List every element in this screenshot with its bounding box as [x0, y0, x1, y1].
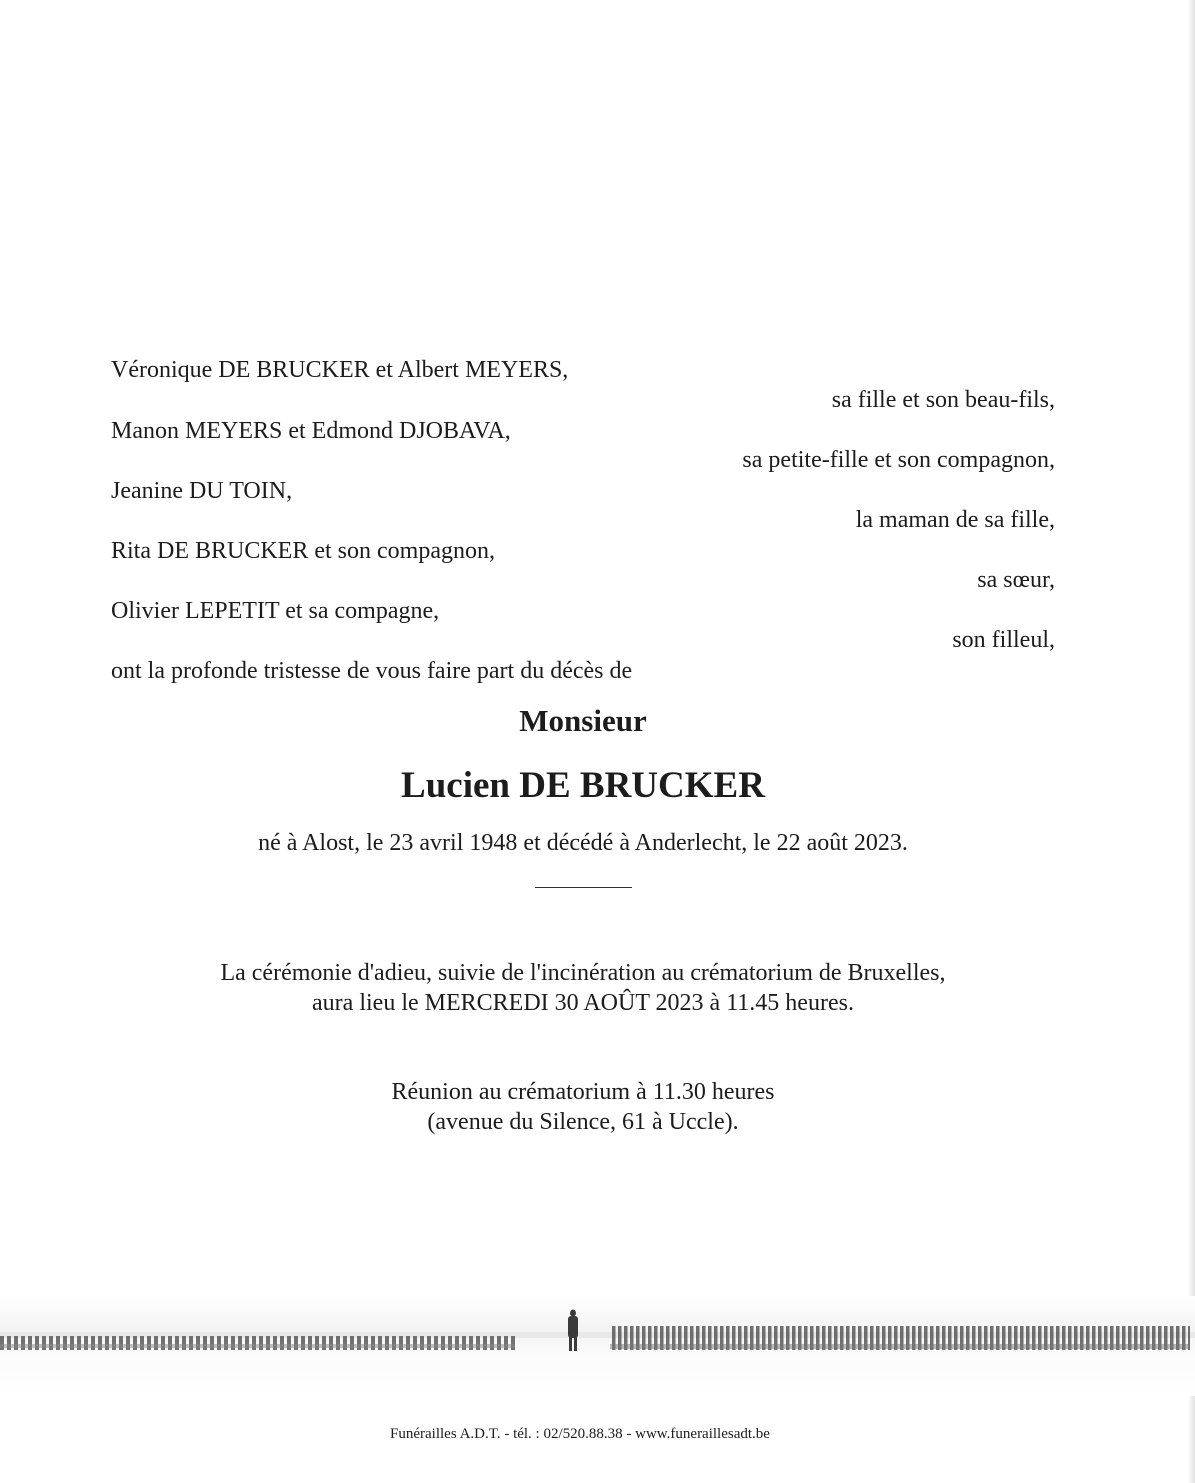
deceased-name: Lucien DE BRUCKER	[401, 765, 765, 806]
page-edge-shadow	[1189, 0, 1195, 1483]
divider-line	[535, 887, 632, 888]
footer-funeral-home: Funérailles A.D.T. - tél. : 02/520.88.38 - www.funeraillesadt.be	[390, 1426, 770, 1442]
meeting-line-2: (avenue du Silence, 61 à Uccle).	[427, 1109, 739, 1135]
beach-groynes-photo	[0, 1296, 1195, 1396]
announcement-text: ont la profonde tristesse de vous faire part du décès de	[111, 658, 633, 684]
family-relation-5: son filleul,	[952, 627, 1055, 653]
honorific: Monsieur	[519, 703, 647, 738]
family-name-2: Manon MEYERS et Edmond DJOBAVA,	[111, 418, 511, 444]
family-relation-1: sa fille et son beau-fils,	[831, 387, 1055, 413]
family-relation-4: sa sœur,	[977, 567, 1055, 593]
family-name-4: Rita DE BRUCKER et son compagnon,	[111, 538, 495, 564]
meeting-line-1: Réunion au crématorium à 11.30 heures	[391, 1079, 775, 1105]
family-relation-3: la maman de sa fille,	[855, 507, 1055, 533]
ceremony-line-1: La cérémonie d'adieu, suivie de l'incinération au crématorium de Bruxelles,	[220, 960, 946, 986]
ceremony-line-2: aura lieu le MERCREDI 30 AOÛT 2023 à 11.45 heures.	[312, 990, 854, 1016]
family-name-1: Véronique DE BRUCKER et Albert MEYERS,	[111, 357, 569, 383]
family-name-5: Olivier LEPETIT et sa compagne,	[111, 598, 440, 624]
family-relation-2: sa petite-fille et son compagnon,	[742, 447, 1055, 473]
family-name-3: Jeanine DU TOIN,	[111, 478, 293, 504]
birth-death-info: né à Alost, le 23 avril 1948 et décédé à Anderlecht, le 22 août 2023.	[258, 830, 908, 856]
